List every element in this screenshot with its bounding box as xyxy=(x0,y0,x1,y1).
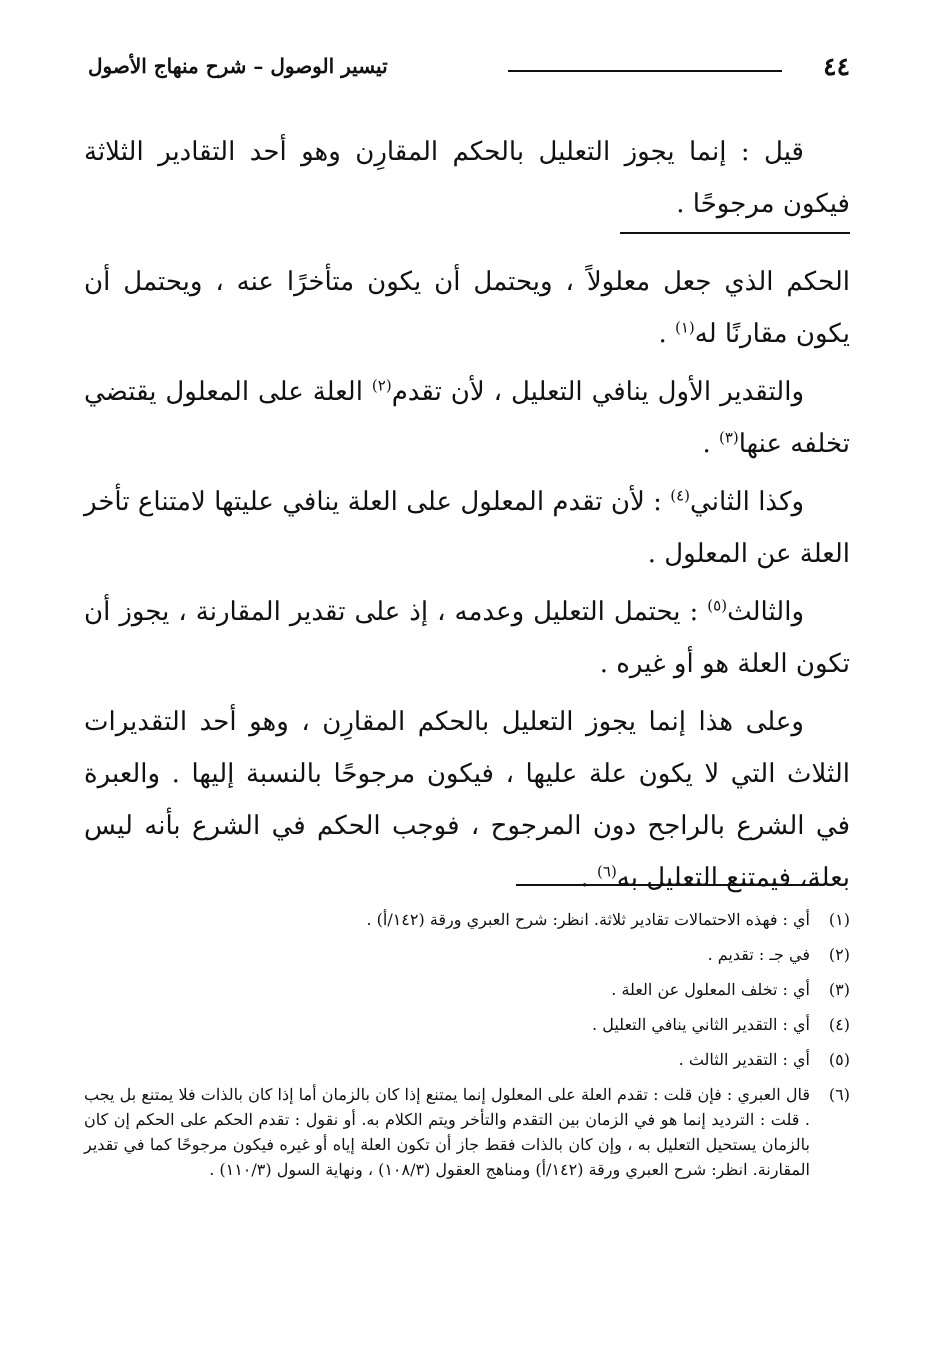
paragraph-3-text: وكذا الثاني xyxy=(690,487,805,517)
page-number: ٤٤ xyxy=(823,52,850,81)
footnote-ref-4[interactable]: (٤) xyxy=(670,486,691,505)
paragraph-2-text-b: العلة على المعلول يقتضي تخلفه عنها xyxy=(84,377,850,459)
footnote-text: أي : التقدير الثاني ينافي التعليل . xyxy=(592,1015,810,1034)
footnote-ref-3[interactable]: (٣) xyxy=(718,428,739,447)
footnote-ref-2[interactable]: (٢) xyxy=(371,376,392,395)
footnote-text: أي : فهذه الاحتمالات تقادير ثلاثة. انظر: شرح العبري ورقة (١٤٢/أ) . xyxy=(366,910,810,929)
footnote-number: (١) xyxy=(828,910,850,929)
footnotes-separator xyxy=(516,884,818,886)
footnotes xyxy=(84,902,850,1182)
paragraph-4 xyxy=(84,586,850,690)
paragraph-2-end: . xyxy=(702,429,719,459)
paragraph-4-text: والثالث xyxy=(727,597,804,627)
paragraph-4-text-b: : يحتمل التعليل وعدمه ، إذ على تقدير المقارنة ، يجوز أن تكون العلة هو أو غيره . xyxy=(84,597,850,679)
paragraph-1 xyxy=(84,256,850,360)
paragraph-3 xyxy=(84,476,850,580)
footnote-ref-5[interactable]: (٥) xyxy=(707,596,728,615)
footnote-ref-1[interactable]: (١) xyxy=(674,318,695,337)
footnote-6 xyxy=(84,1077,850,1182)
footnote-text: أي : تخلف المعلول عن العلة . xyxy=(611,980,810,999)
footnote-number: (٤) xyxy=(828,1015,850,1034)
footnote-3 xyxy=(84,972,850,1007)
paragraph-2 xyxy=(84,366,850,470)
paragraph-1-end: . xyxy=(658,319,675,349)
footnote-text: في جـ : تقديم . xyxy=(707,945,810,964)
footnote-ref-6[interactable]: (٦) xyxy=(597,862,617,881)
paragraph-5-text: وعلى هذا إنما يجوز التعليل بالحكم المقارِن ، وهو أحد التقديرات الثلاث التي لا يكون علة عليها ، فيكون مرجوحًا بالنسبة إليها . والعبرة في الشرع بالراجح دون المرجوح ، فوجب الحكم في الشرع بأنه ليس بعلة، فيمتنع التعليل به xyxy=(84,707,850,893)
quoted-objection xyxy=(84,126,850,230)
paragraph-objection: قيل : إنما يجوز التعليل بالحكم المقارِن وهو أحد التقادير الثلاثة فيكون مرجوحًا . xyxy=(84,137,850,219)
paragraph-5 xyxy=(84,696,850,904)
footnote-number: (٦) xyxy=(828,1085,850,1104)
footnote-text: أي : التقدير الثالث . xyxy=(678,1050,810,1069)
main-commentary xyxy=(84,256,850,904)
section-separator xyxy=(620,232,850,234)
footnote-text: قال العبري : فإن قلت : تقدم العلة على المعلول إنما يمتنع إذا كان بالزمان أما إذا كان بالذات فلا يمتنع بل يجب . قلت : الترديد إنما هو في الزمان بين التقدم والتأخر ويتم الكلام به. أو نقول : تقدم الحكم على الحكم إن كان بالزمان يستحيل التعليل به ، وإن كان بالذات فقط جاز أن تكون العلة إياه أو غيره فيكون مرجوحًا كما في تقدير المقارنة. انظر: شرح العبري ورقة (١٤٢/أ) ومناهج العقول (١٠٨/٣) ، ونهاية السول (١١٠/٣) . xyxy=(84,1085,811,1179)
footnote-number: (٣) xyxy=(828,980,850,999)
page-header xyxy=(88,50,850,90)
footnote-number: (٢) xyxy=(828,945,850,964)
footnote-2 xyxy=(84,937,850,972)
footnote-1 xyxy=(84,902,850,937)
running-title: تيسير الوصول – شرح منهاج الأصول xyxy=(88,54,388,78)
footnote-number: (٥) xyxy=(828,1050,850,1069)
paragraph-3-text-b: : لأن تقدم المعلول على العلة ينافي عليتها لامتناع تأخر العلة عن المعلول . xyxy=(84,487,850,569)
footnote-4 xyxy=(84,1007,850,1042)
paragraph-2-text: والتقدير الأول ينافي التعليل ، لأن تقدم xyxy=(391,377,804,407)
paragraph-1-text: الحكم الذي جعل معلولاً ، ويحتمل أن يكون متأخرًا عنه ، ويحتمل أن يكون مقارنًا له xyxy=(84,267,850,349)
header-rule xyxy=(508,70,782,72)
footnote-5 xyxy=(84,1042,850,1077)
paragraph-5-end: . xyxy=(580,863,598,893)
